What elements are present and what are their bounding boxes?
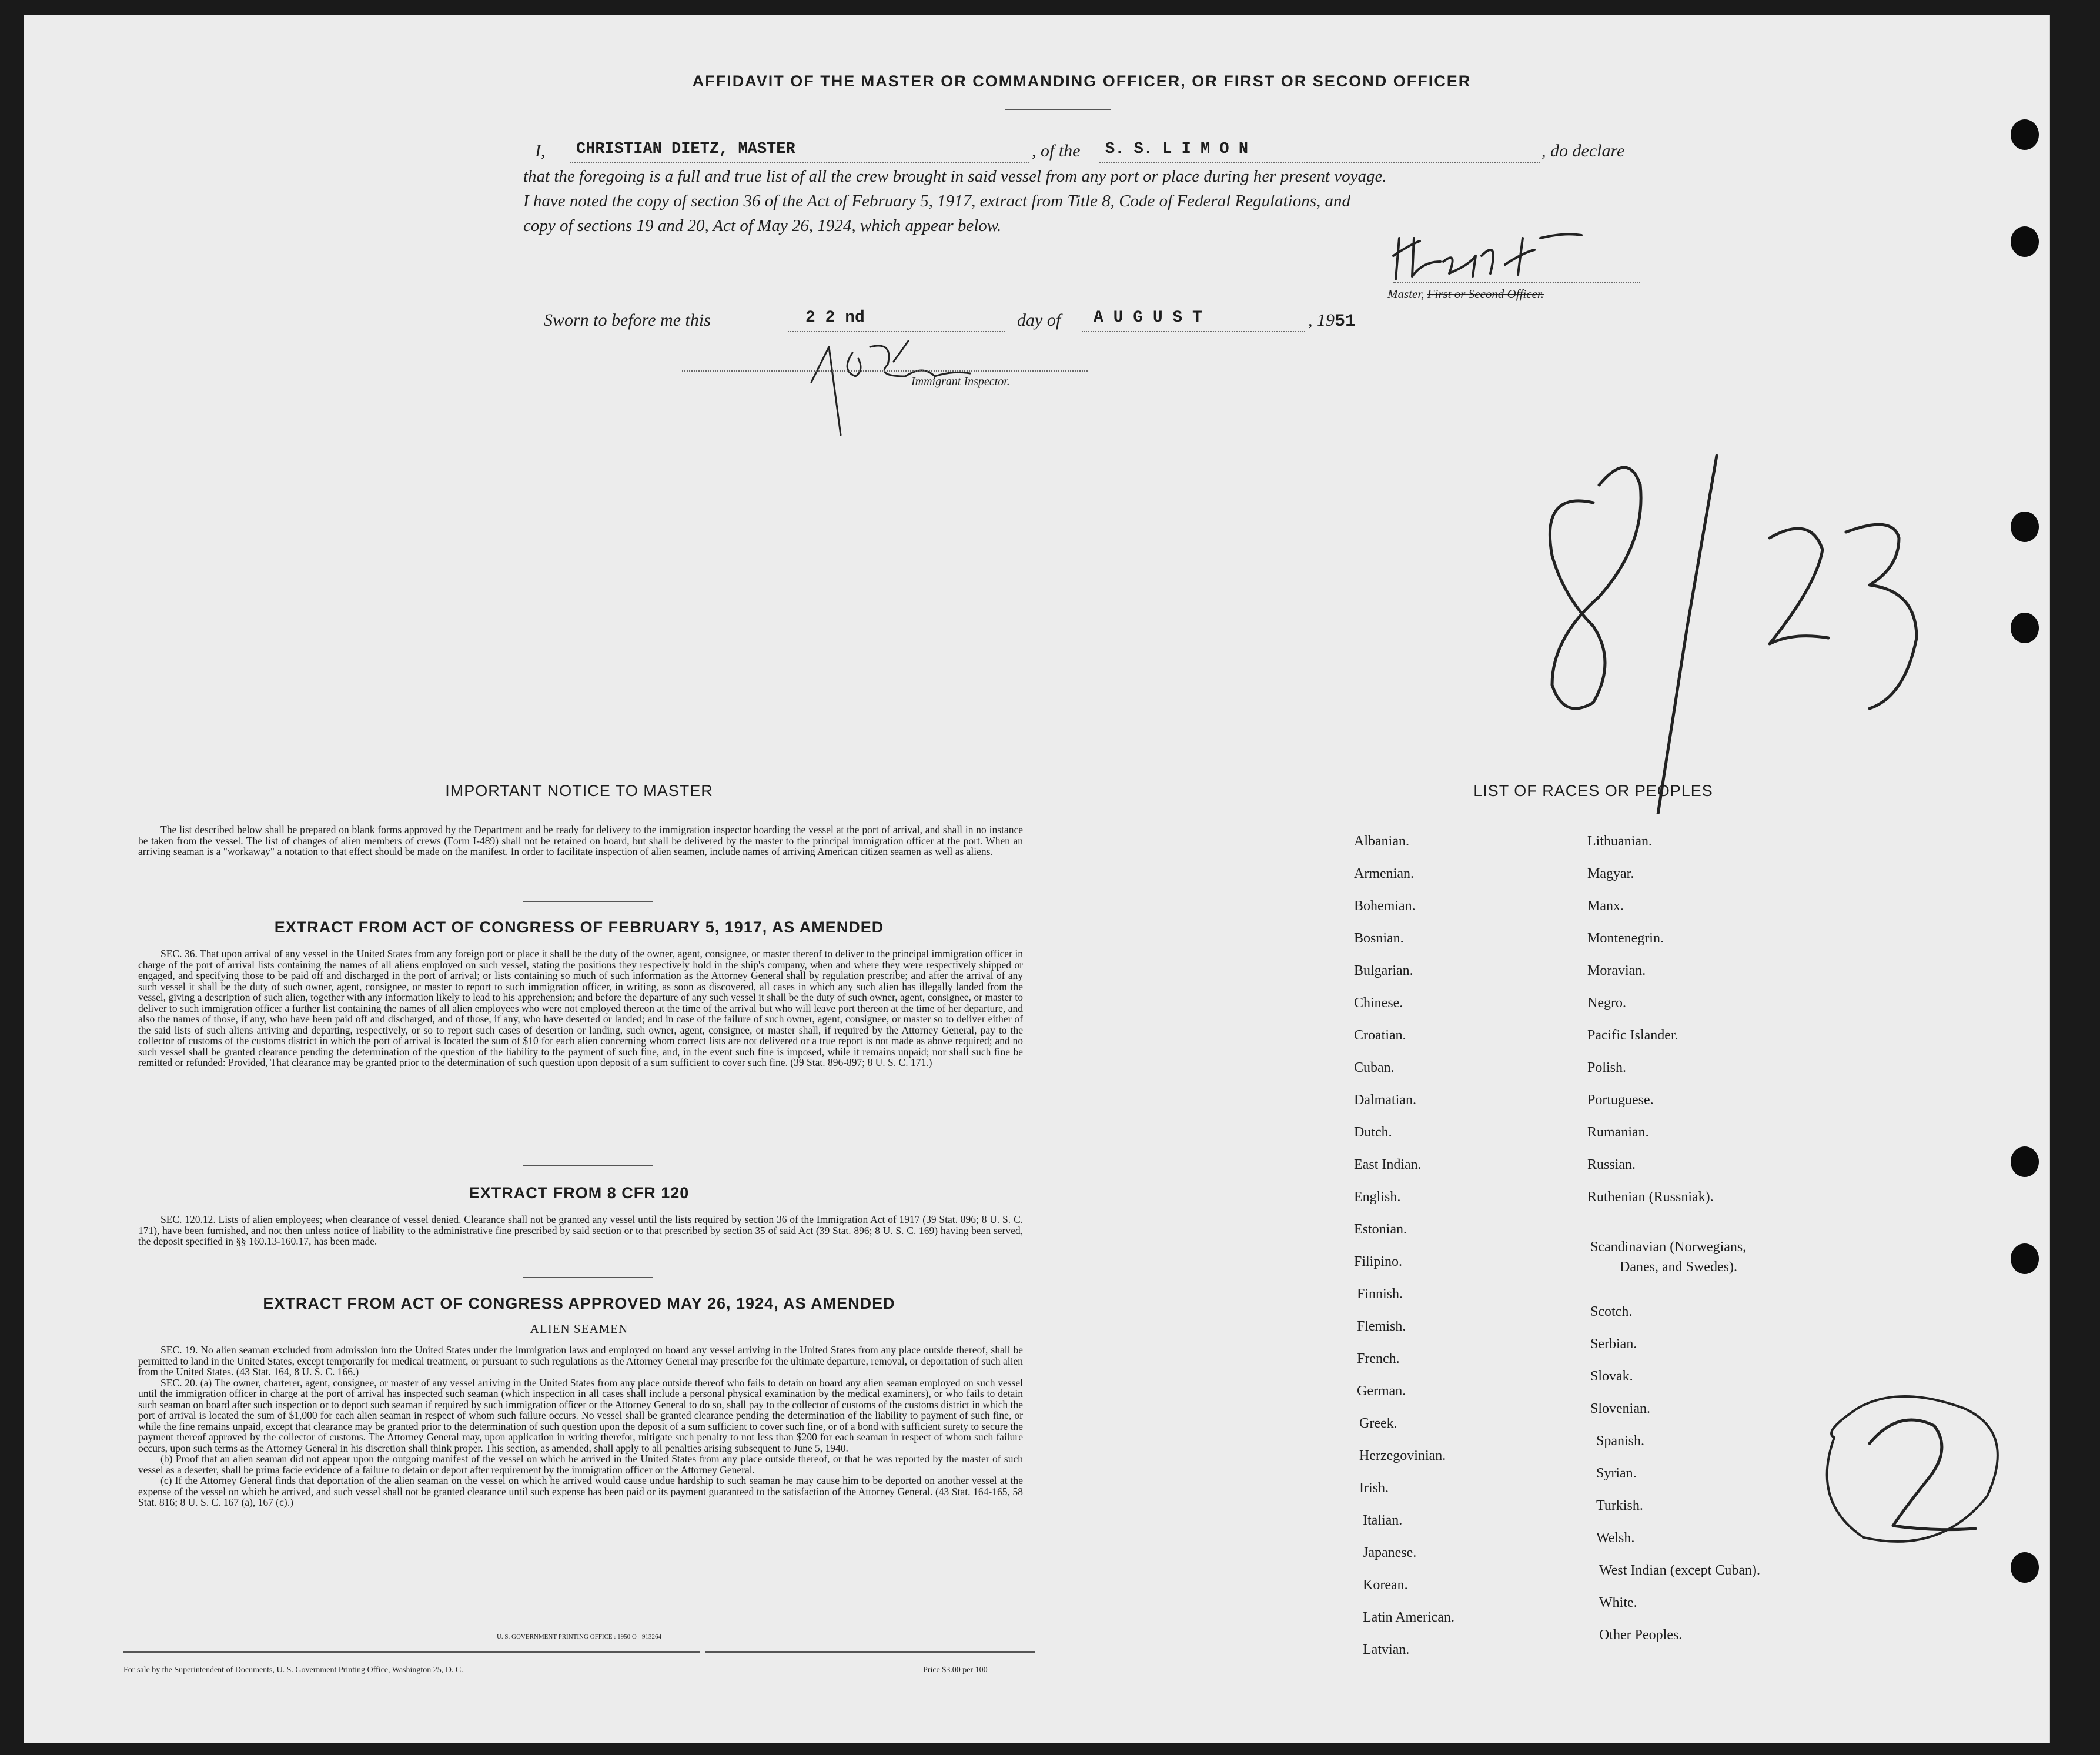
race-right-item: Scotch. [1590, 1304, 1633, 1319]
race-right-item: Turkish. [1596, 1498, 1643, 1513]
extract-1924-sec20c: (c) If the Attorney General finds that deportation of the alien seaman on the vessel on which he arrived would cause undue hardship to such seaman he may cause him to be deported on another vessel at the expense of the vessel on which he arrived, and such vessel shall not be granted clearance until such expense has been paid or its payment guaranteed to the satisfaction of the Attorney General. (43 Stat. 164-165, 58 Stat. 816; 8 U. S. C. 167 (a), 167 (c).) [138, 1475, 1023, 1508]
binder-hole [2011, 119, 2039, 150]
binder-hole [2011, 1552, 2039, 1583]
race-left-item: Filipino. [1354, 1254, 1403, 1269]
extract-1924-sec20b: (b) Proof that an alien seaman did not appear upon the outgoing manifest of the vessel on which he arrived in the United States from any place outside thereof, or that he was reported by the master of such vessel as a deserter, shall be prima facie evidence of a failure to detain or deport after requirement by the immigration officer or the Attorney General. [138, 1453, 1023, 1476]
extract-1917-rule [523, 1165, 653, 1166]
affidavit-line-4: copy of sections 19 and 20, Act of May 26, 1924, which appear below. [523, 216, 1002, 235]
race-right-item: Spanish. [1596, 1433, 1645, 1449]
race-right-item: Ruthenian (Russniak). [1587, 1189, 1714, 1205]
footer-rule-right [705, 1651, 1035, 1653]
declarant-line [570, 162, 1029, 163]
affidavit-line-2: that the foregoing is a full and true list of all the crew brought in said vessel from any port or place during her present voyage. [523, 167, 1387, 186]
officer-caption-struck: First or Second Officer. [1427, 287, 1544, 301]
footer-rule-left [123, 1651, 700, 1653]
footer-for-sale: For sale by the Superintendent of Documents, U. S. Government Printing Office, Washington 25, D. C. [123, 1666, 463, 1674]
race-right-item: Syrian. [1596, 1466, 1637, 1481]
extract-1917-title: EXTRACT FROM ACT OF CONGRESS OF FEBRUARY 5, 1917, AS AMENDED [274, 918, 884, 936]
race-right-item: Montenegrin. [1587, 931, 1664, 946]
race-left-item: Italian. [1363, 1513, 1403, 1528]
do-declare-text: , do declare [1541, 141, 1625, 161]
declarant-name: CHRISTIAN DIETZ, MASTER [576, 141, 795, 158]
race-right-item: Scandinavian (Norwegians, [1590, 1239, 1747, 1255]
race-left-item: Latvian. [1363, 1642, 1410, 1657]
race-left-item: Chinese. [1354, 995, 1403, 1011]
race-left-item: Flemish. [1357, 1319, 1406, 1334]
race-right-item: Other Peoples. [1599, 1627, 1683, 1643]
race-left-item: Japanese. [1363, 1545, 1417, 1560]
race-left-item: French. [1357, 1351, 1400, 1366]
year-prefix: , 19 [1308, 310, 1335, 330]
race-right-item: Polish. [1587, 1060, 1627, 1075]
race-right-item: Pacific Islander. [1587, 1028, 1678, 1043]
race-right-item: Rumanian. [1587, 1125, 1649, 1140]
race-left-item: Latin American. [1363, 1610, 1454, 1625]
race-left-item: Irish. [1359, 1480, 1389, 1496]
extract-1924-text [138, 1345, 1023, 1508]
race-left-item: Herzegovinian. [1359, 1448, 1446, 1463]
circled-number-text [1846, 1449, 1847, 1450]
affidavit-title: AFFIDAVIT OF THE MASTER OR COMMANDING OFFICER, OR FIRST OR SECOND OFFICER [692, 72, 1472, 90]
binder-hole [2011, 1146, 2039, 1177]
extract-1924-title: EXTRACT FROM ACT OF CONGRESS APPROVED MAY 26, 1924, AS AMENDED [263, 1295, 895, 1312]
year-suffix: 51 [1335, 312, 1356, 332]
race-left-item: East Indian. [1354, 1157, 1422, 1172]
race-left-item: Croatian. [1354, 1028, 1406, 1043]
notice-text [138, 824, 1023, 857]
race-right-item: Lithuanian. [1587, 834, 1652, 849]
race-left-item: Greek. [1359, 1416, 1397, 1431]
extract-1917-paragraph: SEC. 36. That upon arrival of any vessel in the United States from any foreign port or place it shall be the duty of the owner, agent, consignee, or master thereof to deliver to the principal immigration officer in charge of the port of arrival lists containing the names of all aliens employed on such vessel, stating the positions they respectively hold in the ship's company, when and where they were respectively shipped or engaged, and specifying those to be paid off and discharged in the port of arrival; or lists containing so much of such information as the Attorney General shall by regulation prescribe; and after the arrival of any such vessel it shall be the duty of such owner, agent, consignee, or master to report to such immigration officer, in writing, as soon as discovered, all cases in which any such alien has illegally landed from the vessel, giving a description of such alien, together with any information likely to lead to his apprehension; and before the departure of any such vessel it shall be the duty of such owner, agent, consignee, or master to deliver to such immigration officer a further list containing the names of all alien employees who were not employed thereon at the time of the arrival but who will leave port thereon at the time of her departure, and also the names of those, if any, who have been paid off and discharged, and of those, if any, who have deserted or landed; and in case of the failure of such owner, agent, consignee, or master so to deliver either of the said lists of such aliens arriving and departing, respectively, or so to report such cases of desertion or landing, such owner, agent, consignee, or master shall, if required by the Attorney General, pay to the collector of customs of the customs district in which the port of arrival is located the sum of $10 for each alien concerning whom correct lists are not delivered or a true report is not made as above required; and no such vessel shall be granted clearance pending the determination of the question of the liability to the payment of such fine, and, in the event such fine is imposed, while it remains unpaid; nor shall such fine be remitted or refunded: Provided, That clearance may be granted prior to the determination of such question upon deposit of a sum sufficient to cover such fine. (39 Stat. 896-897; 8 U. S. C. 171.) [138, 948, 1023, 1068]
sworn-prefix: Sworn to before me this [544, 310, 711, 330]
affidavit-i: I, [535, 141, 546, 161]
race-left-item: Bulgarian. [1354, 963, 1413, 978]
extract-cfr-paragraph: SEC. 120.12. Lists of alien employees; when clearance of vessel denied. Clearance shall not be granted any vessel until the lists required by section 36 of the Immigration Act of 1917 (39 Stat. 896; 8 U. S. C. 171), have been furnished, and not then unless notice of liability to the administrative fine prescribed by said section or to that prescribed by section 35 of said Act (39 Stat. 896; 8 U. S. C. 169) having been served, the deposit specified in §§ 160.13-160.17, has been made. [138, 1214, 1023, 1247]
race-left-item: Albanian. [1354, 834, 1409, 849]
notice-rule [523, 901, 653, 902]
race-left-item: Finnish. [1357, 1286, 1403, 1302]
extract-1924-sec19: SEC. 19. No alien seaman excluded from admission into the United States under the immigration laws and employed on board any vessel arriving in the United States from any place outside thereof, shall be permitted to land in the United States, except temporarily for medical treatment, or pursuant to such regulations as the Attorney General may prescribe for the ultimate departure, removal, or deportation of such alien from the United States. (43 Stat. 164, 8 U. S. C. 166.) [138, 1344, 1023, 1378]
extract-cfr-rule [523, 1277, 653, 1278]
race-right-item: West Indian (except Cuban). [1599, 1563, 1760, 1578]
master-signature-line [1393, 282, 1640, 283]
notice-title: IMPORTANT NOTICE TO MASTER [445, 782, 713, 800]
sworn-day-line [788, 331, 1005, 332]
race-right-item: Moravian. [1587, 963, 1646, 978]
race-left-item: Bosnian. [1354, 931, 1404, 946]
sworn-month: A U G U S T [1094, 309, 1202, 327]
race-left-item: German. [1357, 1383, 1406, 1399]
day-of-text: day of [1017, 310, 1061, 330]
binder-hole [2011, 512, 2039, 542]
footer-price: Price $3.00 per 100 [923, 1666, 988, 1674]
binder-hole [2011, 1243, 2039, 1274]
race-left-item: Armenian. [1354, 866, 1414, 881]
inspector-line [682, 370, 1088, 372]
race-right-item: Slovak. [1590, 1369, 1633, 1384]
extract-cfr-title: EXTRACT FROM 8 CFR 120 [469, 1184, 690, 1202]
race-right-item: White. [1599, 1595, 1637, 1610]
race-left-item: Korean. [1363, 1577, 1408, 1593]
race-left-item: Dalmatian. [1354, 1092, 1416, 1108]
handwritten-circled-number [1799, 1385, 2011, 1555]
notice-paragraph: The list described below shall be prepared on blank forms approved by the Department and be ready for delivery to the immigration inspector boarding the vessel at the port of arrival, and shall in no instance be taken from the vessel. The list of changes of alien members of crews (Form I-489) shall not be retained on board, but shall be delivered by the master to the principal immigration officer at the port. When an arriving seaman is a "workaway" a notation to that effect should be made on the manifest. In order to facilitate inspection of alien seamen, include names of arriving American citizen seamen as well as aliens. [138, 824, 1023, 857]
affidavit-line-3: I have noted the copy of section 36 of the Act of February 5, 1917, extract from Title 8, Code of Federal Regulations, and [523, 192, 1351, 210]
vessel-name: S. S. L I M O N [1105, 141, 1249, 158]
master-signature [1387, 220, 1587, 291]
race-right-item: Magyar. [1587, 866, 1634, 881]
race-left-item: Dutch. [1354, 1125, 1392, 1140]
binder-holes [2011, 15, 2058, 1743]
extract-1924-sec20a: SEC. 20. (a) The owner, charterer, agent, consignee, or master of any vessel arriving in the United States from any place outside thereof who fails to detain on board any alien seaman employed on such vessel until the immigration officer in charge at the port of arrival has inspected such seaman (which inspection in all cases shall include a personal physical examination by the medical examiners), or who fails to detain such seaman on board after such inspection or to deport such seaman if required by such immigration officer or the Attorney General to do so, shall pay to the collector of customs of the customs district in which the port of arrival is located the sum of $1,000 for each alien seaman in respect of whom such failure occurs. No vessel shall be granted clearance pending the determination of the liability to payment of such fine, or while the fine remains unpaid, except that clearance may be granted prior to the determination of such question upon the deposit of a sum sufficient to cover such fine, or of a bond with sufficient surety to secure the payment thereof approved by the collector of customs. The Attorney General may, upon application in writing therefor, mitigate such penalty to not less than $200 for each seaman in respect of whom such failure occurs, upon such terms as the Attorney General in his discretion shall think proper. This section, as amended, shall apply to all penalties arising subsequent to June 5, 1940. [138, 1376, 1023, 1454]
binder-hole [2011, 613, 2039, 643]
race-left-item: Cuban. [1354, 1060, 1395, 1075]
race-right-item: Danes, and Swedes). [1620, 1259, 1737, 1275]
of-the-text: , of the [1032, 141, 1081, 161]
race-left-item: Bohemian. [1354, 898, 1416, 914]
extract-1917-text [138, 948, 1023, 1068]
race-right-item: Serbian. [1590, 1336, 1637, 1352]
title-rule [1005, 109, 1111, 110]
master-caption-label: Master, [1387, 287, 1424, 301]
binder-hole [2011, 226, 2039, 257]
race-right-item: Negro. [1587, 995, 1626, 1011]
extract-cfr-text [138, 1214, 1023, 1247]
master-caption [1387, 287, 1544, 302]
race-right-item: Manx. [1587, 898, 1624, 914]
races-title: LIST OF RACES OR PEOPLES [1473, 782, 1713, 800]
race-right-item: Welsh. [1596, 1530, 1635, 1546]
handwritten-date-note [1517, 450, 1940, 814]
extract-1924-subtitle: ALIEN SEAMEN [530, 1322, 628, 1336]
handwritten-date-text [1552, 779, 1553, 780]
race-right-item: Slovenian. [1590, 1401, 1650, 1416]
race-left-item: English. [1354, 1189, 1401, 1205]
sworn-month-line [1082, 331, 1305, 332]
race-left-item: Estonian. [1354, 1222, 1407, 1237]
document-page [24, 15, 2050, 1743]
vessel-line [1099, 162, 1540, 163]
race-right-item: Portuguese. [1587, 1092, 1654, 1108]
sworn-day: 2 2 nd [805, 309, 865, 327]
printing-office-note: U. S. GOVERNMENT PRINTING OFFICE : 1950 O - 913264 [496, 1633, 661, 1640]
inspector-caption: Immigrant Inspector. [911, 375, 1010, 388]
race-right-item: Russian. [1587, 1157, 1636, 1172]
sworn-year [1308, 309, 1356, 333]
